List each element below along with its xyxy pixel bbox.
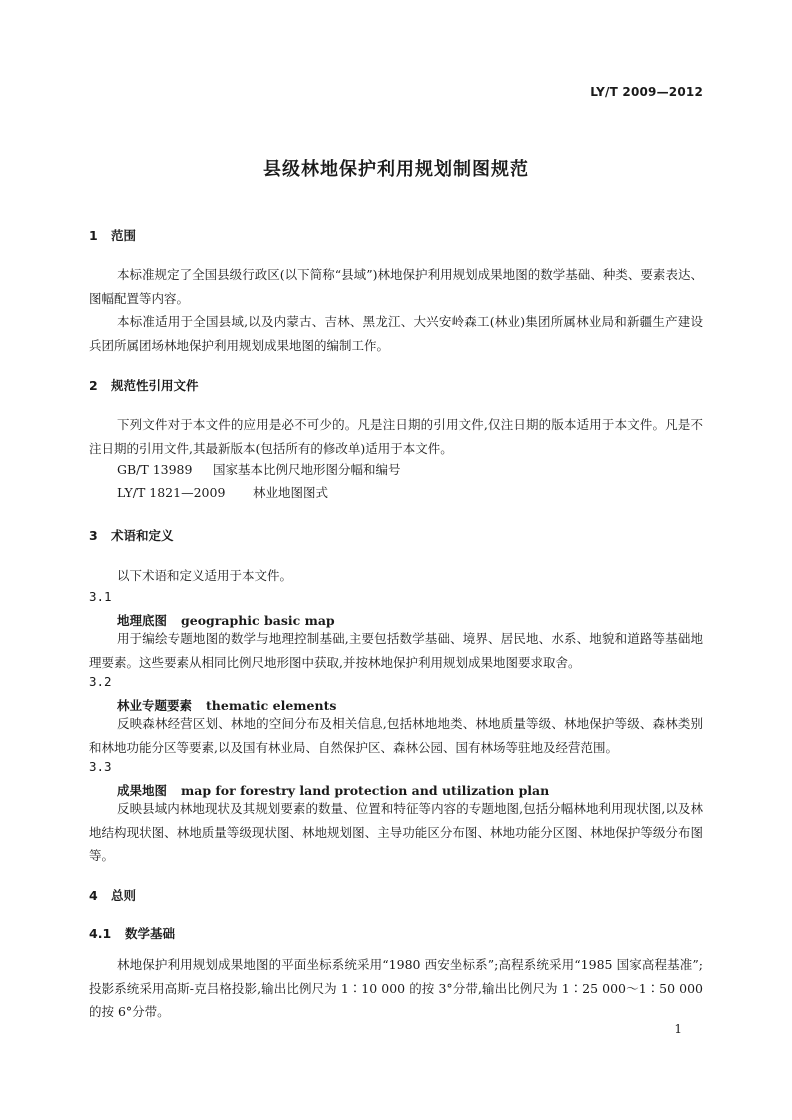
standard-code: LY/T 2009—2012 [590, 85, 703, 99]
section-1-heading [89, 226, 136, 244]
section-3-intro: 以下术语和定义适用于本文件。 [117, 568, 293, 583]
section-number: 1 [89, 228, 98, 243]
term-definition: 用于编绘专题地图的数学与地理控制基础,主要包括数学基础、境界、居民地、水系、地貌和道路等基础地理要素。这些要素从相同比例尺地形图中获取,并按林地保护利用规划成果地图要求取舍。 [89, 631, 703, 670]
section-title: 规范性引用文件 [111, 378, 199, 393]
term-number: 3.2 [89, 674, 112, 689]
subsection-title: 数学基础 [125, 926, 176, 941]
term-zh: 地理底图 [117, 613, 168, 628]
term-number: 3.3 [89, 759, 112, 774]
section-title: 总则 [111, 888, 137, 903]
subsection-4-1-heading [89, 924, 175, 942]
reference-code: GB/T 13989 [117, 462, 193, 477]
section-title: 范围 [111, 228, 137, 243]
term-en: thematic elements [206, 698, 337, 713]
reference-title: 林业地图图式 [253, 485, 329, 500]
section-number: 3 [89, 528, 98, 543]
document-title: 县级林地保护利用规划制图规范 [263, 159, 529, 180]
section-2-heading [89, 376, 199, 394]
term-number: 3.1 [89, 589, 112, 604]
section-4-1-para: 林地保护利用规划成果地图的平面坐标系统采用“1980 西安坐标系”;高程系统采用“1985 国家高程基准”;投影系统采用高斯-克吕格投影,输出比例尺为 1∶10 000 的按 3°分带,输出比例尺为 1∶25 000～1∶50 000 的按 6°分带。 [89, 957, 703, 1019]
section-title: 术语和定义 [111, 528, 174, 543]
page-number: 1 [674, 1022, 682, 1036]
reference-code: LY/T 1821—2009 [117, 485, 226, 500]
reference-item [117, 483, 328, 501]
term-en: geographic basic map [181, 613, 335, 628]
term-zh: 林业专题要素 [117, 698, 193, 713]
reference-title: 国家基本比例尺地形图分幅和编号 [213, 462, 401, 477]
section-4-heading [89, 886, 136, 904]
section-number: 2 [89, 378, 98, 393]
subsection-number: 4.1 [89, 926, 112, 941]
term-zh: 成果地图 [117, 783, 168, 798]
term-definition: 反映森林经营区划、林地的空间分布及相关信息,包括林地地类、林地质量等级、林地保护等级、森林类别和林地功能分区等要素,以及国有林业局、自然保护区、森林公园、国有林场等驻地及经营范围。 [89, 716, 703, 755]
section-1-para-2: 本标准适用于全国县域,以及内蒙古、吉林、黑龙江、大兴安岭森工(林业)集团所属林业局和新疆生产建设兵团所属团场林地保护利用规划成果地图的编制工作。 [89, 314, 703, 353]
section-number: 4 [89, 888, 98, 903]
section-2-para: 下列文件对于本文件的应用是必不可少的。凡是注日期的引用文件,仅注日期的版本适用于本文件。凡是不注日期的引用文件,其最新版本(包括所有的修改单)适用于本文件。 [89, 417, 703, 456]
section-1-para-1: 本标准规定了全国县级行政区(以下简称“县域”)林地保护利用规划成果地图的数学基础、种类、要素表达、图幅配置等内容。 [89, 267, 703, 306]
reference-item [117, 460, 401, 478]
term-en: map for forestry land protection and utilization plan [181, 783, 550, 798]
section-3-heading [89, 526, 174, 544]
term-definition: 反映县域内林地现状及其规划要素的数量、位置和特征等内容的专题地图,包括分幅林地利用现状图,以及林地结构现状图、林地质量等级现状图、林地规划图、主导功能区分布图、林地功能分区图、林地保护等级分布图等。 [89, 801, 703, 863]
